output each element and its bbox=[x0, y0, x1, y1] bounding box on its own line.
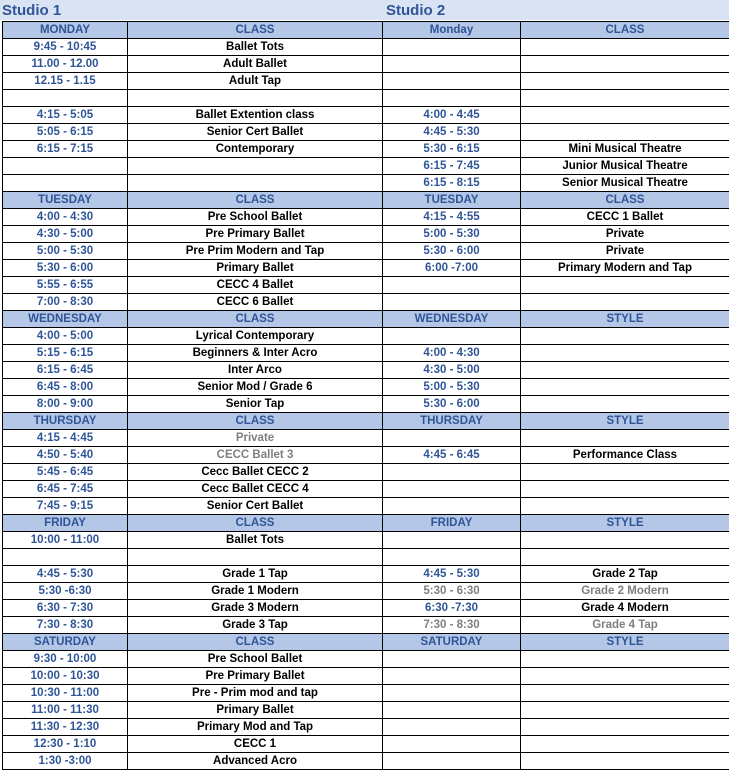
studio2-time-cell bbox=[383, 328, 521, 345]
studio1-class-cell: CECC 1 bbox=[128, 736, 383, 753]
table-row bbox=[3, 107, 729, 124]
table-row bbox=[3, 39, 729, 56]
table-row bbox=[3, 362, 729, 379]
header-studio2-class-cell: STYLE bbox=[521, 413, 729, 430]
studio1-time-cell: 10:00 - 10:30 bbox=[3, 668, 128, 685]
studio1-time-cell: 10:30 - 11:00 bbox=[3, 685, 128, 702]
studio1-class-cell: Cecc Ballet CECC 4 bbox=[128, 481, 383, 498]
studio2-time-cell bbox=[383, 668, 521, 685]
table-row bbox=[3, 617, 729, 634]
header-studio2-class-cell: STYLE bbox=[521, 311, 729, 328]
table-row bbox=[3, 430, 729, 447]
studio1-class-cell: Primary Ballet bbox=[128, 260, 383, 277]
studio1-time-cell: 4:15 - 5:05 bbox=[3, 107, 128, 124]
table-row bbox=[3, 56, 729, 73]
header-studio1-time-cell: SATURDAY bbox=[3, 634, 128, 651]
studio1-class-cell: Senior Cert Ballet bbox=[128, 498, 383, 515]
studio2-class-cell bbox=[521, 498, 729, 515]
studio1-class-cell: Pre Prim Modern and Tap bbox=[128, 243, 383, 260]
studio1-time-cell: 11:30 - 12:30 bbox=[3, 719, 128, 736]
table-row bbox=[3, 158, 729, 175]
studio2-time-cell bbox=[383, 39, 521, 56]
studio2-time-cell bbox=[383, 753, 521, 770]
studio2-time-cell bbox=[383, 651, 521, 668]
table-row bbox=[3, 447, 729, 464]
studio1-time-cell: 4:00 - 5:00 bbox=[3, 328, 128, 345]
studio2-time-cell bbox=[383, 736, 521, 753]
studio1-time-cell: 5:45 - 6:45 bbox=[3, 464, 128, 481]
studio2-time-cell: 4:15 - 4:55 bbox=[383, 209, 521, 226]
studio2-class-cell: Senior Musical Theatre bbox=[521, 175, 729, 192]
studio1-class-cell: Beginners & Inter Acro bbox=[128, 345, 383, 362]
studio2-time-cell: 4:45 - 5:30 bbox=[383, 124, 521, 141]
studio2-time-cell bbox=[383, 498, 521, 515]
studio2-class-cell: Mini Musical Theatre bbox=[521, 141, 729, 158]
header-studio1-time-cell: FRIDAY bbox=[3, 515, 128, 532]
studio2-time-cell: 5:30 - 6:30 bbox=[383, 583, 521, 600]
studio1-class-cell: Ballet Tots bbox=[128, 532, 383, 549]
studio2-time-cell: 5:30 - 6:00 bbox=[383, 396, 521, 413]
studio1-time-cell: 12.15 - 1.15 bbox=[3, 73, 128, 90]
studio2-class-cell bbox=[521, 90, 729, 107]
table-row bbox=[3, 600, 729, 617]
studio1-time-cell: 1:30 -3:00 bbox=[3, 753, 128, 770]
studio2-time-cell: 6:15 - 8:15 bbox=[383, 175, 521, 192]
header-studio2-time-cell: TUESDAY bbox=[383, 192, 521, 209]
table-row bbox=[3, 277, 729, 294]
header-studio1-time-cell: MONDAY bbox=[3, 22, 128, 39]
studio1-time-cell: 7:45 - 9:15 bbox=[3, 498, 128, 515]
studio2-time-cell: 6:30 -7:30 bbox=[383, 600, 521, 617]
studio2-class-cell bbox=[521, 379, 729, 396]
studio2-time-cell: 7:30 - 8:30 bbox=[383, 617, 521, 634]
header-studio2-time-cell: FRIDAY bbox=[383, 515, 521, 532]
studio2-time-cell: 5:30 - 6:00 bbox=[383, 243, 521, 260]
studio1-class-cell: Private bbox=[128, 430, 383, 447]
studio1-time-cell: 6:30 - 7:30 bbox=[3, 600, 128, 617]
studio1-class-cell: CECC Ballet 3 bbox=[128, 447, 383, 464]
table-row bbox=[3, 583, 729, 600]
studio1-class-cell bbox=[128, 549, 383, 566]
studio2-time-cell: 4:00 - 4:30 bbox=[383, 345, 521, 362]
studio2-class-cell bbox=[521, 532, 729, 549]
table-row bbox=[3, 209, 729, 226]
studio2-class-cell: Grade 2 Modern bbox=[521, 583, 729, 600]
studio1-time-cell bbox=[3, 549, 128, 566]
table-row bbox=[3, 702, 729, 719]
table-row bbox=[3, 294, 729, 311]
table-row bbox=[3, 90, 729, 107]
studio2-time-cell bbox=[383, 685, 521, 702]
studio2-class-cell bbox=[521, 39, 729, 56]
header-studio2-class-cell: STYLE bbox=[521, 515, 729, 532]
header-studio1-time-cell: THURSDAY bbox=[3, 413, 128, 430]
studio1-time-cell: 8:00 - 9:00 bbox=[3, 396, 128, 413]
studio1-time-cell: 11.00 - 12.00 bbox=[3, 56, 128, 73]
studio1-class-cell: Primary Mod and Tap bbox=[128, 719, 383, 736]
studio2-class-cell bbox=[521, 736, 729, 753]
table-row bbox=[3, 345, 729, 362]
studio2-time-cell bbox=[383, 294, 521, 311]
studio2-time-cell bbox=[383, 277, 521, 294]
studio1-class-cell bbox=[128, 90, 383, 107]
table-row bbox=[3, 685, 729, 702]
studio-2-title: Studio 2 bbox=[386, 2, 446, 19]
studio2-time-cell bbox=[383, 430, 521, 447]
studio2-time-cell bbox=[383, 464, 521, 481]
studio1-class-cell: Grade 1 Modern bbox=[128, 583, 383, 600]
studio1-time-cell: 6:45 - 7:45 bbox=[3, 481, 128, 498]
studio1-class-cell: Senior Mod / Grade 6 bbox=[128, 379, 383, 396]
studio1-time-cell: 7:00 - 8:30 bbox=[3, 294, 128, 311]
studio1-class-cell bbox=[128, 158, 383, 175]
studio2-time-cell: 5:30 - 6:15 bbox=[383, 141, 521, 158]
table-row bbox=[3, 243, 729, 260]
studio2-class-cell: Grade 4 Tap bbox=[521, 617, 729, 634]
table-row bbox=[3, 481, 729, 498]
studio2-class-cell: Private bbox=[521, 243, 729, 260]
table-row bbox=[3, 736, 729, 753]
header-studio1-class-cell: CLASS bbox=[128, 22, 383, 39]
day-header-row bbox=[3, 634, 729, 651]
table-row bbox=[3, 719, 729, 736]
studio2-class-cell: Primary Modern and Tap bbox=[521, 260, 729, 277]
studio2-class-cell bbox=[521, 294, 729, 311]
studio2-class-cell bbox=[521, 73, 729, 90]
studio1-class-cell: Advanced Acro bbox=[128, 753, 383, 770]
studio1-class-cell: Grade 3 Modern bbox=[128, 600, 383, 617]
studio1-time-cell: 5:55 - 6:55 bbox=[3, 277, 128, 294]
day-header-row bbox=[3, 413, 729, 430]
studio1-time-cell: 4:15 - 4:45 bbox=[3, 430, 128, 447]
studio1-class-cell: Ballet Extention class bbox=[128, 107, 383, 124]
studio2-class-cell: Junior Musical Theatre bbox=[521, 158, 729, 175]
studio1-class-cell: Pre - Prim mod and tap bbox=[128, 685, 383, 702]
studio2-time-cell: 5:00 - 5:30 bbox=[383, 226, 521, 243]
header-studio2-class-cell: CLASS bbox=[521, 192, 729, 209]
table-row bbox=[3, 651, 729, 668]
studio2-time-cell bbox=[383, 719, 521, 736]
studio1-class-cell bbox=[128, 175, 383, 192]
studio2-class-cell bbox=[521, 328, 729, 345]
studio1-time-cell: 4:30 - 5:00 bbox=[3, 226, 128, 243]
studio2-class-cell bbox=[521, 107, 729, 124]
studio2-class-cell bbox=[521, 651, 729, 668]
header-studio1-class-cell: CLASS bbox=[128, 515, 383, 532]
studio2-time-cell: 4:45 - 6:45 bbox=[383, 447, 521, 464]
studio1-time-cell bbox=[3, 90, 128, 107]
header-studio1-class-cell: CLASS bbox=[128, 311, 383, 328]
studio2-class-cell: Performance Class bbox=[521, 447, 729, 464]
studio1-class-cell: Lyrical Contemporary bbox=[128, 328, 383, 345]
table-row bbox=[3, 566, 729, 583]
table-row bbox=[3, 260, 729, 277]
studio2-class-cell bbox=[521, 362, 729, 379]
studio1-class-cell: Grade 3 Tap bbox=[128, 617, 383, 634]
studio2-class-cell bbox=[521, 702, 729, 719]
studio1-time-cell: 5:30 -6:30 bbox=[3, 583, 128, 600]
studio1-class-cell: Ballet Tots bbox=[128, 39, 383, 56]
table-row bbox=[3, 328, 729, 345]
studio2-class-cell: Grade 2 Tap bbox=[521, 566, 729, 583]
studio2-class-cell bbox=[521, 481, 729, 498]
studio2-class-cell: Private bbox=[521, 226, 729, 243]
studio2-class-cell bbox=[521, 549, 729, 566]
studio2-time-cell: 4:00 - 4:45 bbox=[383, 107, 521, 124]
studio1-class-cell: CECC 4 Ballet bbox=[128, 277, 383, 294]
studio2-class-cell bbox=[521, 396, 729, 413]
studio1-time-cell: 6:15 - 6:45 bbox=[3, 362, 128, 379]
studio1-class-cell: Contemporary bbox=[128, 141, 383, 158]
table-row bbox=[3, 226, 729, 243]
studio2-time-cell: 6:15 - 7:45 bbox=[383, 158, 521, 175]
studio2-class-cell: Grade 4 Modern bbox=[521, 600, 729, 617]
studio1-class-cell: Cecc Ballet CECC 2 bbox=[128, 464, 383, 481]
header-studio2-class-cell: STYLE bbox=[521, 634, 729, 651]
header-studio1-class-cell: CLASS bbox=[128, 634, 383, 651]
studio2-class-cell bbox=[521, 56, 729, 73]
studio1-time-cell: 4:45 - 5:30 bbox=[3, 566, 128, 583]
table-row bbox=[3, 396, 729, 413]
studio2-class-cell bbox=[521, 464, 729, 481]
studio-1-title: Studio 1 bbox=[2, 2, 62, 19]
studio2-time-cell: 5:00 - 5:30 bbox=[383, 379, 521, 396]
day-header-row bbox=[3, 192, 729, 209]
studio1-class-cell: Adult Tap bbox=[128, 73, 383, 90]
studio1-time-cell bbox=[3, 158, 128, 175]
studio2-class-cell bbox=[521, 277, 729, 294]
studio2-time-cell: 4:45 - 5:30 bbox=[383, 566, 521, 583]
studio2-class-cell bbox=[521, 668, 729, 685]
timetable bbox=[2, 21, 729, 770]
studio1-class-cell: Pre School Ballet bbox=[128, 651, 383, 668]
day-header-row bbox=[3, 311, 729, 328]
studio2-time-cell bbox=[383, 532, 521, 549]
studio1-time-cell: 6:45 - 8:00 bbox=[3, 379, 128, 396]
studio1-time-cell: 6:15 - 7:15 bbox=[3, 141, 128, 158]
studio2-class-cell bbox=[521, 430, 729, 447]
studio1-class-cell: Senior Tap bbox=[128, 396, 383, 413]
header-studio2-time-cell: WEDNESDAY bbox=[383, 311, 521, 328]
studio1-class-cell: Adult Ballet bbox=[128, 56, 383, 73]
table-row bbox=[3, 668, 729, 685]
table-row bbox=[3, 532, 729, 549]
day-header-row bbox=[3, 22, 729, 39]
table-row bbox=[3, 549, 729, 566]
studio1-class-cell: Pre Primary Ballet bbox=[128, 668, 383, 685]
header-studio2-time-cell: Monday bbox=[383, 22, 521, 39]
studio1-time-cell: 9:45 - 10:45 bbox=[3, 39, 128, 56]
studio1-class-cell: Grade 1 Tap bbox=[128, 566, 383, 583]
studio1-class-cell: Pre School Ballet bbox=[128, 209, 383, 226]
studio1-time-cell: 5:30 - 6:00 bbox=[3, 260, 128, 277]
table-row bbox=[3, 73, 729, 90]
studio1-time-cell: 11:00 - 11:30 bbox=[3, 702, 128, 719]
studio1-time-cell: 12:30 - 1:10 bbox=[3, 736, 128, 753]
studio2-class-cell bbox=[521, 719, 729, 736]
studio1-class-cell: CECC 6 Ballet bbox=[128, 294, 383, 311]
day-header-row bbox=[3, 515, 729, 532]
studio1-time-cell: 5:15 - 6:15 bbox=[3, 345, 128, 362]
studio1-time-cell: 9:30 - 10:00 bbox=[3, 651, 128, 668]
header-studio1-time-cell: TUESDAY bbox=[3, 192, 128, 209]
studio1-time-cell: 5:05 - 6:15 bbox=[3, 124, 128, 141]
studio2-time-cell bbox=[383, 702, 521, 719]
studio2-time-cell bbox=[383, 549, 521, 566]
studio1-time-cell: 4:00 - 4:30 bbox=[3, 209, 128, 226]
studio1-class-cell: Pre Primary Ballet bbox=[128, 226, 383, 243]
studio2-time-cell bbox=[383, 73, 521, 90]
table-row bbox=[3, 464, 729, 481]
studio2-class-cell bbox=[521, 345, 729, 362]
studio2-class-cell: CECC 1 Ballet bbox=[521, 209, 729, 226]
studio1-class-cell: Inter Arco bbox=[128, 362, 383, 379]
studio1-class-cell: Primary Ballet bbox=[128, 702, 383, 719]
header-studio2-time-cell: THURSDAY bbox=[383, 413, 521, 430]
studio1-time-cell: 7:30 - 8:30 bbox=[3, 617, 128, 634]
title-bar bbox=[0, 0, 729, 20]
studio1-class-cell: Senior Cert Ballet bbox=[128, 124, 383, 141]
studio2-time-cell: 6:00 -7:00 bbox=[383, 260, 521, 277]
studio2-time-cell bbox=[383, 481, 521, 498]
studio2-time-cell: 4:30 - 5:00 bbox=[383, 362, 521, 379]
table-row bbox=[3, 124, 729, 141]
studio1-time-cell: 10:00 - 11:00 bbox=[3, 532, 128, 549]
header-studio1-class-cell: CLASS bbox=[128, 413, 383, 430]
studio1-time-cell: 4:50 - 5:40 bbox=[3, 447, 128, 464]
timetable-body bbox=[3, 22, 729, 770]
table-row bbox=[3, 379, 729, 396]
studio1-time-cell: 5:00 - 5:30 bbox=[3, 243, 128, 260]
studio2-time-cell bbox=[383, 56, 521, 73]
header-studio2-time-cell: SATURDAY bbox=[383, 634, 521, 651]
studio2-time-cell bbox=[383, 90, 521, 107]
header-studio1-class-cell: CLASS bbox=[128, 192, 383, 209]
table-row bbox=[3, 141, 729, 158]
studio2-class-cell bbox=[521, 685, 729, 702]
studio2-class-cell bbox=[521, 753, 729, 770]
table-row bbox=[3, 498, 729, 515]
studio1-time-cell bbox=[3, 175, 128, 192]
header-studio2-class-cell: CLASS bbox=[521, 22, 729, 39]
header-studio1-time-cell: WEDNESDAY bbox=[3, 311, 128, 328]
studio2-class-cell bbox=[521, 124, 729, 141]
table-row bbox=[3, 753, 729, 770]
table-row bbox=[3, 175, 729, 192]
